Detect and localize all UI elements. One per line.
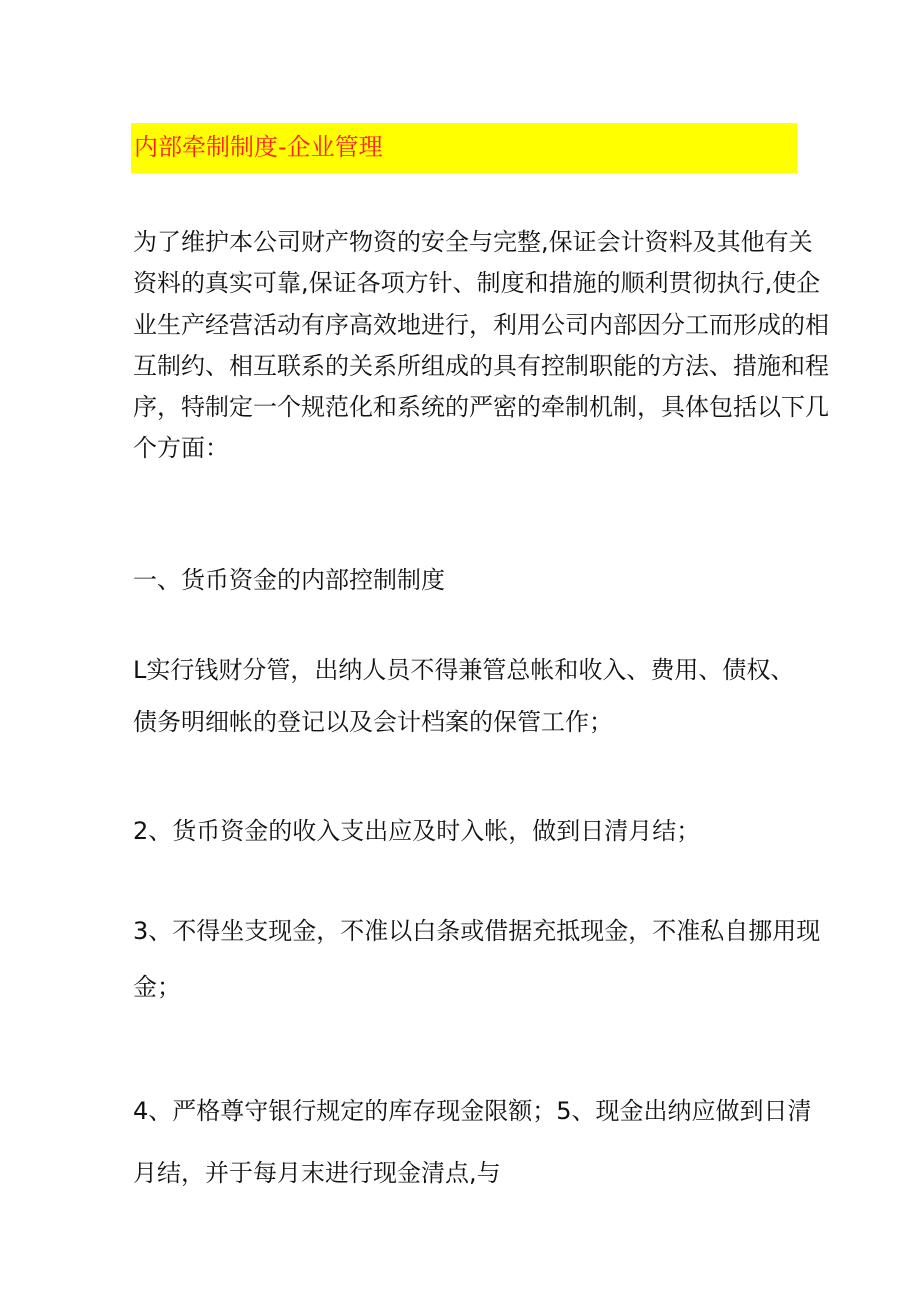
list-item-line: L实行钱财分管，出纳人员不得兼管总帐和收入、费用、债权、 (133, 656, 795, 684)
intro-line: 资料的真实可靠,保证各项方针、制度和措施的顺利贯彻执行,使企 (133, 269, 821, 298)
list-item-line: 2、货币资金的收入支出应及时入帐，做到日清月结； (133, 817, 701, 845)
section-heading: 一、货币资金的内部控制制度 (133, 566, 445, 594)
title-highlight-bar (131, 123, 797, 173)
intro-line: 个方面： (133, 434, 229, 463)
list-item (133, 644, 813, 748)
intro-paragraph (133, 222, 829, 470)
list-item (133, 1080, 813, 1204)
document-title: 内部牵制制度-企业管理 (134, 133, 383, 161)
list-item (133, 805, 813, 857)
list-item-line: 3、不得坐支现金，不准以白条或借据充抵现金，不准私自挪用现 (133, 917, 821, 945)
list-item-line: 月结，并于每月末进行现金清点,与 (133, 1159, 501, 1187)
intro-line: 为了维护本公司财产物资的安全与完整,保证会计资料及其他有关 (133, 228, 813, 256)
list-item-line: 金； (133, 973, 181, 1001)
intro-line: 序，特制定一个规范化和系统的严密的牵制机制，具体包括以下几 (133, 393, 829, 422)
intro-line: 业生产经营活动有序高效地进行，利用公司内部因分工而形成的相 (133, 310, 829, 339)
list-item-line: 4、严格尊守银行规定的库存现金限额；5、现金出纳应做到日清 (133, 1097, 812, 1125)
intro-line: 互制约、相互联系的关系所组成的具有控制职能的方法、措施和程 (133, 351, 829, 380)
list-item (133, 903, 821, 1015)
list-item-line: 债务明细帐的登记以及会计档案的保管工作； (133, 708, 613, 736)
